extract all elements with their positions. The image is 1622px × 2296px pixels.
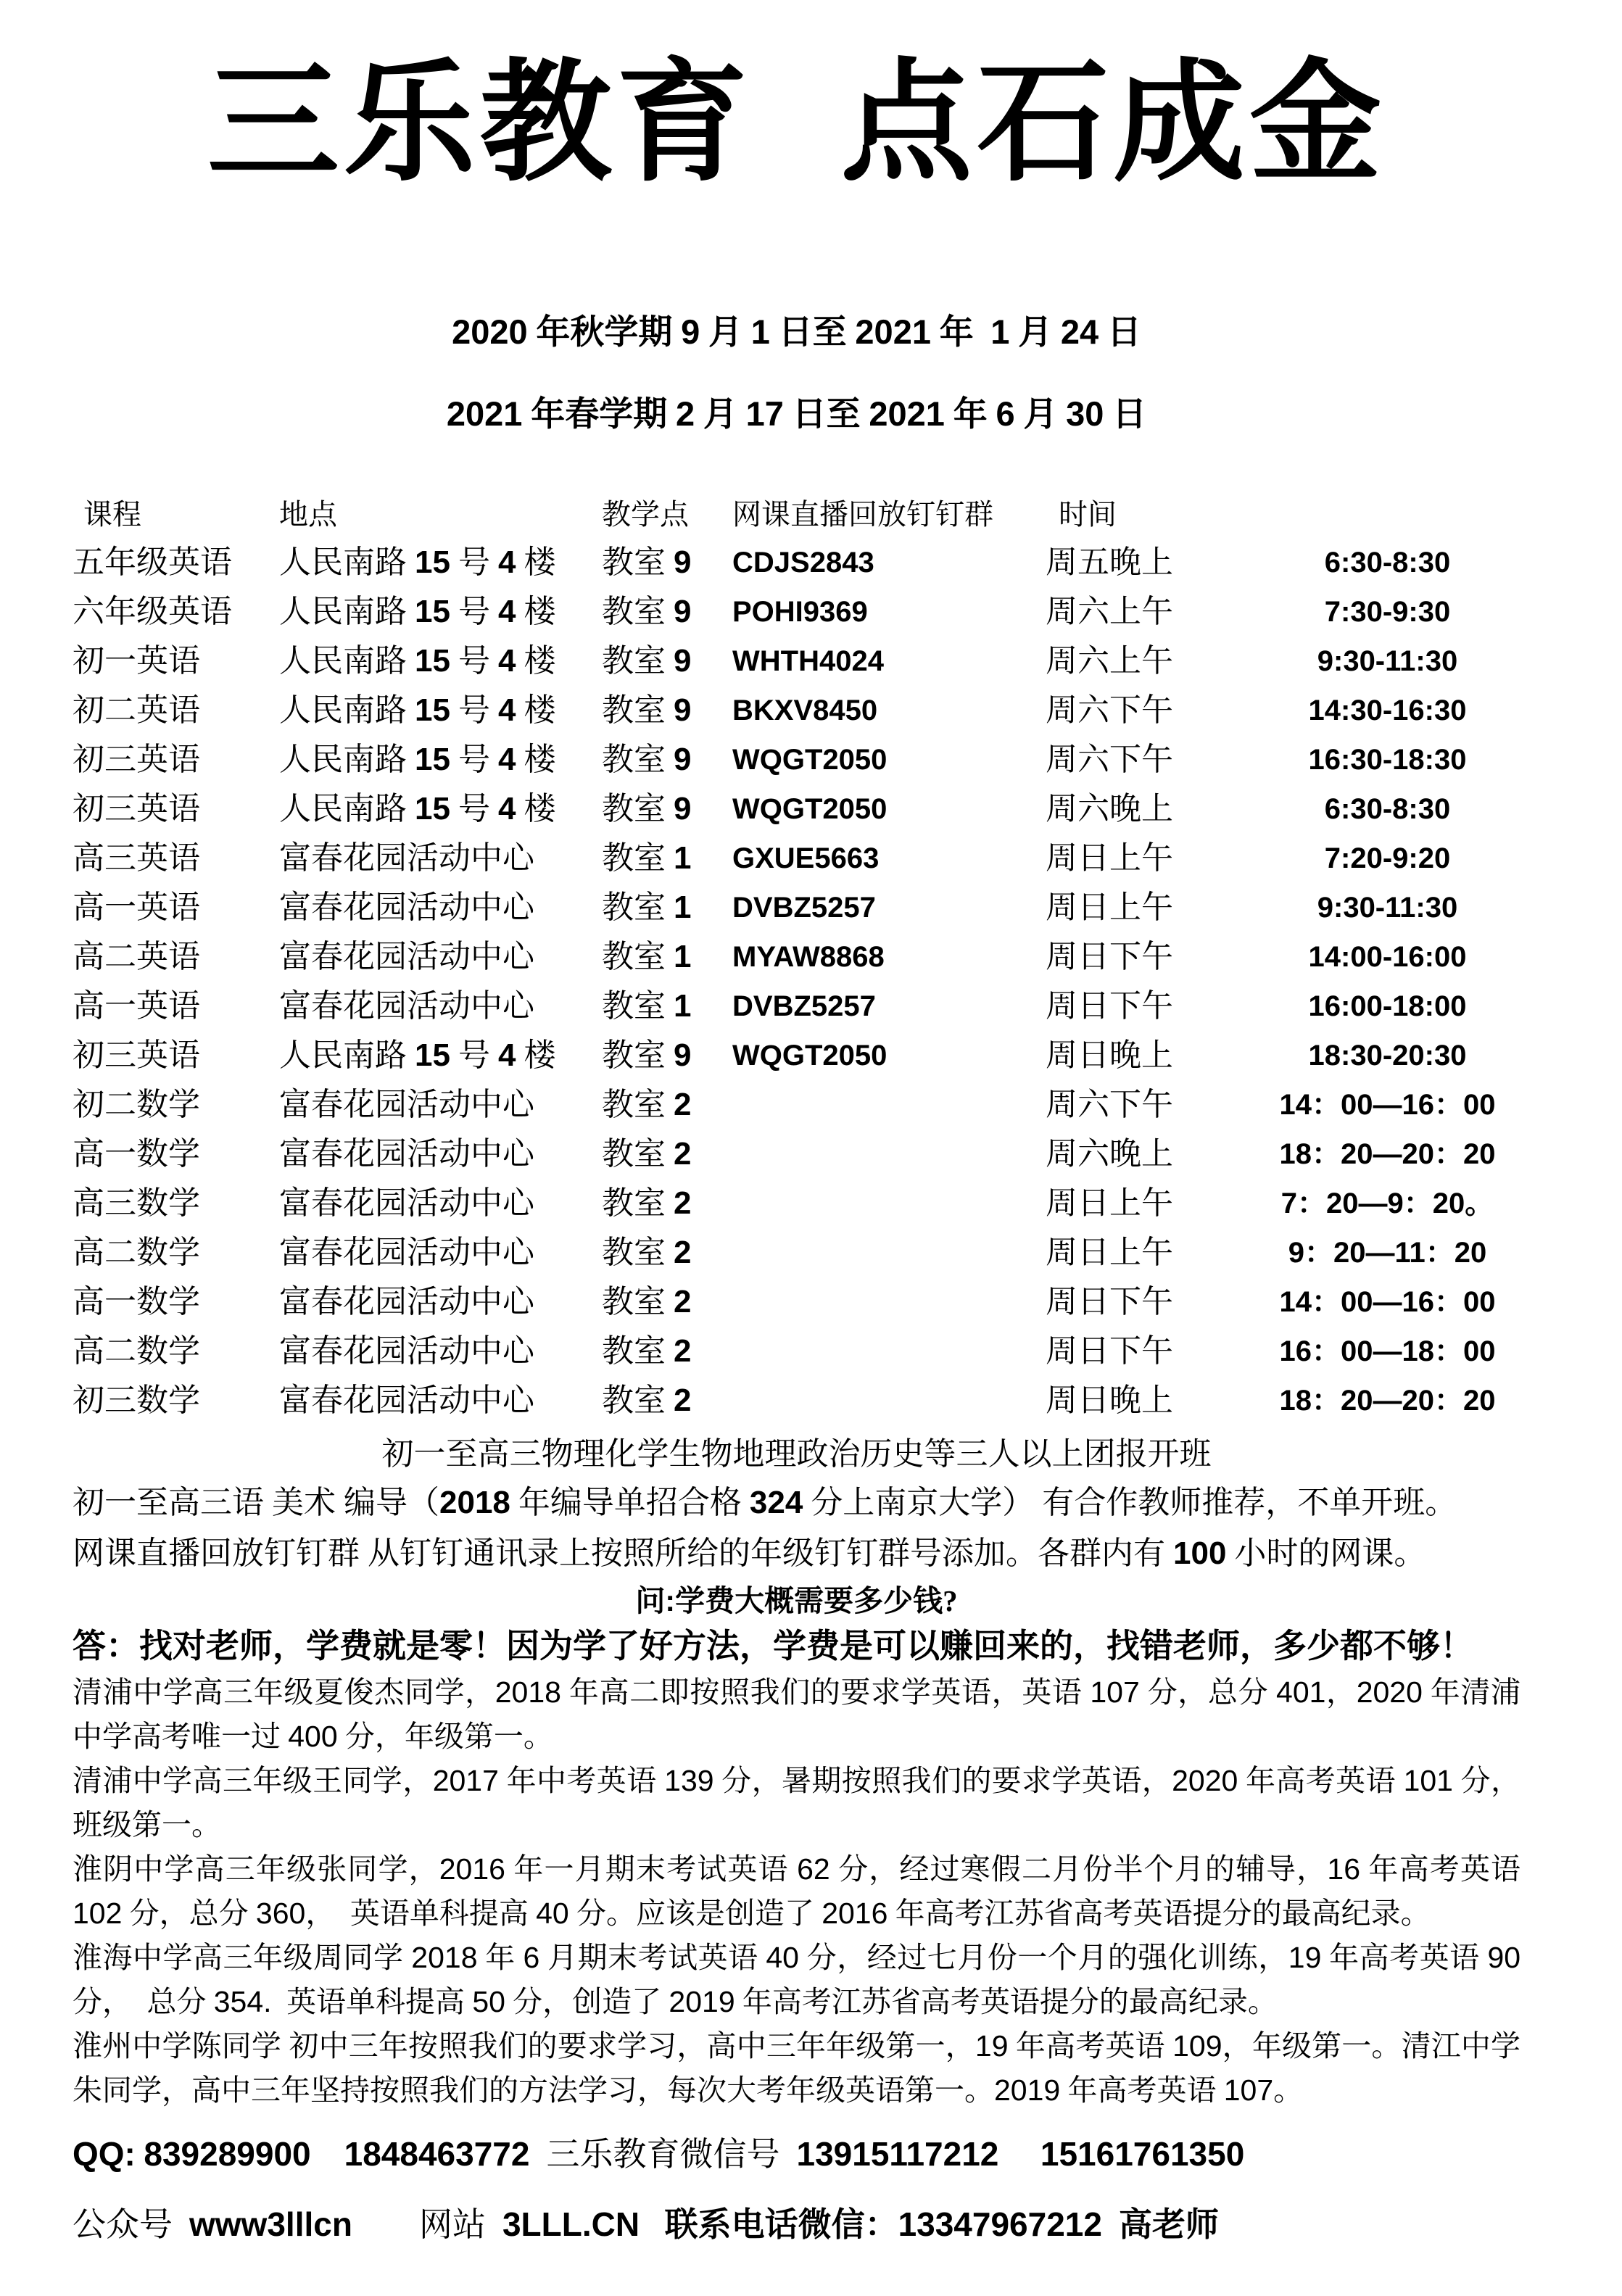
cell-location: 富春花园活动中心: [279, 1235, 534, 1270]
cell-course: 高二数学: [73, 1333, 200, 1369]
cell-group: WQGT2050: [732, 744, 887, 776]
semester-dates: [73, 291, 1520, 455]
group-enroll-note: 初一至高三物理化学生物地理政治历史等三人以上团报开班: [381, 1436, 1212, 1472]
cell-course: 初二英语: [73, 692, 200, 728]
schedule-body: [73, 538, 1520, 1425]
cell-room: 教室 9: [602, 594, 692, 629]
cell-room: 教室 9: [602, 791, 692, 826]
cell-room: 教室 1: [602, 988, 692, 1024]
schedule-row: [73, 735, 1520, 784]
cell-location: 富春花园活动中心: [279, 1383, 534, 1418]
cell-room: 教室 1: [602, 840, 692, 876]
cell-time: 16:30-18:30: [1308, 744, 1467, 776]
schedule-row: [73, 538, 1520, 587]
cell-time: 16：00—18：00: [1279, 1335, 1496, 1367]
cell-time: 14：00—16：00: [1279, 1286, 1496, 1318]
cell-group: DVBZ5257: [732, 990, 876, 1022]
cell-course: 高二数学: [73, 1235, 200, 1270]
cell-day: 周日上午: [1046, 890, 1173, 925]
schedule-table: [73, 492, 1520, 1425]
cell-day: 周六上午: [1046, 594, 1173, 629]
cell-location: 人民南路 15 号 4 楼: [279, 742, 556, 777]
cell-room: 教室 2: [602, 1136, 692, 1172]
cell-location: 富春花园活动中心: [279, 1136, 534, 1172]
semester-line-spring: 2021 年春学期 2 月 17 日至 2021 年 6 月 30 日: [446, 394, 1147, 434]
cell-day: 周六晚上: [1046, 1136, 1173, 1172]
cell-day: 周日下午: [1046, 939, 1173, 974]
schedule-row: [73, 1031, 1520, 1080]
qa-question: 问:学费大概需要多少钱?: [635, 1584, 958, 1617]
schedule-row: [73, 1277, 1520, 1327]
cell-time: 9：20—11：20: [1288, 1237, 1487, 1269]
cell-day: 周五晚上: [1046, 544, 1173, 580]
cell-time: 14:30-16:30: [1308, 695, 1467, 726]
cell-location: 人民南路 15 号 4 楼: [279, 1037, 556, 1073]
cell-group: BKXV8450: [732, 695, 878, 726]
cell-course: 初一英语: [73, 643, 200, 679]
cell-location: 富春花园活动中心: [279, 1185, 534, 1221]
cell-day: 周日下午: [1046, 1284, 1173, 1319]
schedule-row: [73, 637, 1520, 686]
cell-course: 初三英语: [73, 742, 200, 777]
cell-day: 周日晚上: [1046, 1383, 1173, 1418]
cell-time: 18：20—20：20: [1279, 1138, 1496, 1170]
cell-room: 教室 1: [602, 939, 692, 974]
schedule-row: [73, 1080, 1520, 1130]
cell-location: 富春花园活动中心: [279, 1333, 534, 1369]
cell-course: 高一数学: [73, 1136, 200, 1172]
schedule-row: [73, 1376, 1520, 1425]
header-group: 网课直播回放钉钉群: [732, 498, 993, 531]
cell-location: 富春花园活动中心: [279, 1087, 534, 1122]
cell-time: 6:30-8:30: [1324, 547, 1451, 579]
cell-course: 高三数学: [73, 1185, 200, 1221]
contact-phone-wechat: 联系电话微信：13347967212 高老师: [664, 2205, 1219, 2243]
cell-group: DVBZ5257: [732, 892, 876, 924]
schedule-row: [73, 883, 1520, 932]
cell-time: 16:00-18:00: [1308, 990, 1467, 1022]
cell-group: POHI9369: [732, 596, 868, 628]
cell-room: 教室 2: [602, 1284, 692, 1319]
cell-course: 五年级英语: [73, 544, 232, 580]
cell-course: 高一数学: [73, 1284, 200, 1319]
cell-course: 初三英语: [73, 1037, 200, 1073]
page-title: 三乐教育 点石成金: [207, 51, 1386, 197]
note-art-courses: 初一至高三语 美术 编导（2018 年编导单招合格 324 分上南京大学） 有合作教师推荐，不单开班。: [73, 1485, 1457, 1520]
schedule-row: [73, 1327, 1520, 1376]
cell-time: 9:30-11:30: [1317, 892, 1458, 924]
cell-room: 教室 9: [602, 544, 692, 580]
cell-location: 富春花园活动中心: [279, 840, 534, 876]
cell-room: 教室 1: [602, 890, 692, 925]
schedule-row: [73, 587, 1520, 637]
cell-time: 7:20-9:20: [1324, 842, 1451, 874]
cell-location: 富春花园活动中心: [279, 890, 534, 925]
cell-day: 周六上午: [1046, 643, 1173, 679]
cell-day: 周日上午: [1046, 1185, 1173, 1221]
cell-room: 教室 9: [602, 1037, 692, 1073]
cell-room: 教室 9: [602, 643, 692, 679]
testimonial-paragraph: 淮海中学高三年级周同学 2018 年 6 月期末考试英语 40 分，经过七月份一个月的强化训练，19 年高考英语 90 分， 总分 354. 英语单科提高 50 分，创造了 2019 年高考江苏省高考英语提分的最高纪录。: [73, 1941, 1528, 2018]
semester-line-fall: 2020 年秋学期 9 月 1 日至 2021 年 1 月 24 日: [452, 312, 1141, 352]
contact-line-web: [73, 2202, 1520, 2247]
cell-course: 六年级英语: [73, 594, 232, 629]
cell-group: GXUE5663: [732, 842, 880, 874]
schedule-row: [73, 932, 1520, 982]
cell-room: 教室 2: [602, 1087, 692, 1122]
cell-location: 富春花园活动中心: [279, 1284, 534, 1319]
cell-room: 教室 2: [602, 1383, 692, 1418]
testimonial-paragraph: 清浦中学高三年级王同学，2017 年中考英语 139 分，暑期按照我们的要求学英语，2020 年高考英语 101 分，班级第一。: [73, 1764, 1521, 1841]
flyer-content: [0, 30, 1622, 2247]
cell-day: 周日上午: [1046, 1235, 1173, 1270]
cell-location: 富春花园活动中心: [279, 988, 534, 1024]
cell-time: 6:30-8:30: [1324, 793, 1451, 825]
cell-course: 初二数学: [73, 1087, 200, 1122]
cell-day: 周日下午: [1046, 988, 1173, 1024]
cell-time: 7:30-9:30: [1324, 596, 1451, 628]
header-time: 时间: [1059, 498, 1117, 531]
cell-time: 18:30-20:30: [1308, 1040, 1467, 1072]
cell-day: 周六晚上: [1046, 791, 1173, 826]
cell-group: WQGT2050: [732, 793, 887, 825]
cell-location: 富春花园活动中心: [279, 939, 534, 974]
note-dingtalk: 网课直播回放钉钉群 从钉钉通讯录上按照所给的年级钉钉群号添加。各群内有 100 小时的网课。: [73, 1535, 1426, 1571]
cell-location: 人民南路 15 号 4 楼: [279, 594, 556, 629]
cell-day: 周日下午: [1046, 1333, 1173, 1369]
cell-course: 高二英语: [73, 939, 200, 974]
cell-group: MYAW8868: [732, 941, 885, 973]
cell-course: 初三数学: [73, 1383, 200, 1418]
schedule-row: [73, 982, 1520, 1031]
cell-day: 周日上午: [1046, 840, 1173, 876]
cell-room: 教室 2: [602, 1235, 692, 1270]
cell-location: 人民南路 15 号 4 楼: [279, 643, 556, 679]
schedule-row: [73, 1179, 1520, 1228]
cell-location: 人民南路 15 号 4 楼: [279, 692, 556, 728]
cell-course: 高一英语: [73, 988, 200, 1024]
schedule-row: [73, 834, 1520, 883]
cell-location: 人民南路 15 号 4 楼: [279, 544, 556, 580]
cell-time: 14:00-16:00: [1308, 941, 1467, 973]
schedule-row: [73, 1130, 1520, 1179]
cell-room: 教室 2: [602, 1185, 692, 1221]
cell-course: 高三英语: [73, 840, 200, 876]
testimonial-paragraph: 淮州中学陈同学 初中三年按照我们的要求学习，高中三年年级第一，19 年高考英语 109，年级第一。清江中学朱同学，高中三年坚持按照我们的方法学习，每次大考年级英语第一。2019 年高考英语 107。: [73, 2029, 1521, 2107]
schedule-row: [73, 784, 1520, 834]
cell-day: 周六下午: [1046, 1087, 1173, 1122]
header-location: 地点: [279, 498, 337, 531]
testimonial-paragraph: 清浦中学高三年级夏俊杰同学，2018 年高二即按照我们的要求学英语，英语 107 分，总分 401，2020 年清浦中学高考唯一过 400 分，年级第一。: [73, 1675, 1521, 1753]
qa-answer: 答：找对老师，学费就是零！因为学了好方法，学费是可以赚回来的，找错老师，多少都不够！: [73, 1628, 1473, 1665]
cell-day: 周六下午: [1046, 742, 1173, 777]
schedule-row: [73, 1228, 1520, 1277]
testimonial-paragraph: 淮阴中学高三年级张同学，2016 年一月期末考试英语 62 分，经过寒假二月份半个月的辅导，16 年高考英语 102 分，总分 360， 英语单科提高 40 分。应该是创造了 2016 年高考江苏省高考英语提分的最高纪录。: [73, 1852, 1528, 1930]
contact-line-qq: QQ: 839289900 1848463772 三乐教育微信号 13915117212 15161761350: [73, 2135, 1245, 2173]
cell-location: 人民南路 15 号 4 楼: [279, 791, 556, 826]
cell-room: 教室 9: [602, 692, 692, 728]
cell-group: WQGT2050: [732, 1040, 887, 1072]
cell-room: 教室 2: [602, 1333, 692, 1369]
schedule-header-row: [73, 492, 1520, 538]
header-room: 教学点: [602, 498, 689, 531]
cell-group: WHTH4024: [732, 645, 884, 677]
cell-time: 7：20—9：20。: [1280, 1188, 1494, 1219]
cell-day: 周六下午: [1046, 692, 1173, 728]
cell-time: 9:30-11:30: [1317, 645, 1458, 677]
cell-day: 周日晚上: [1046, 1037, 1173, 1073]
cell-group: CDJS2843: [732, 547, 874, 579]
cell-course: 高一英语: [73, 890, 200, 925]
contact-public-account: 公众号 www3lllcn 网站 3LLL.CN: [73, 2205, 640, 2243]
header-course: 课程: [83, 498, 141, 531]
cell-course: 初三英语: [73, 791, 200, 826]
cell-time: 18：20—20：20: [1279, 1385, 1496, 1417]
cell-room: 教室 9: [602, 742, 692, 777]
cell-time: 14：00—16：00: [1279, 1089, 1496, 1121]
schedule-row: [73, 686, 1520, 735]
